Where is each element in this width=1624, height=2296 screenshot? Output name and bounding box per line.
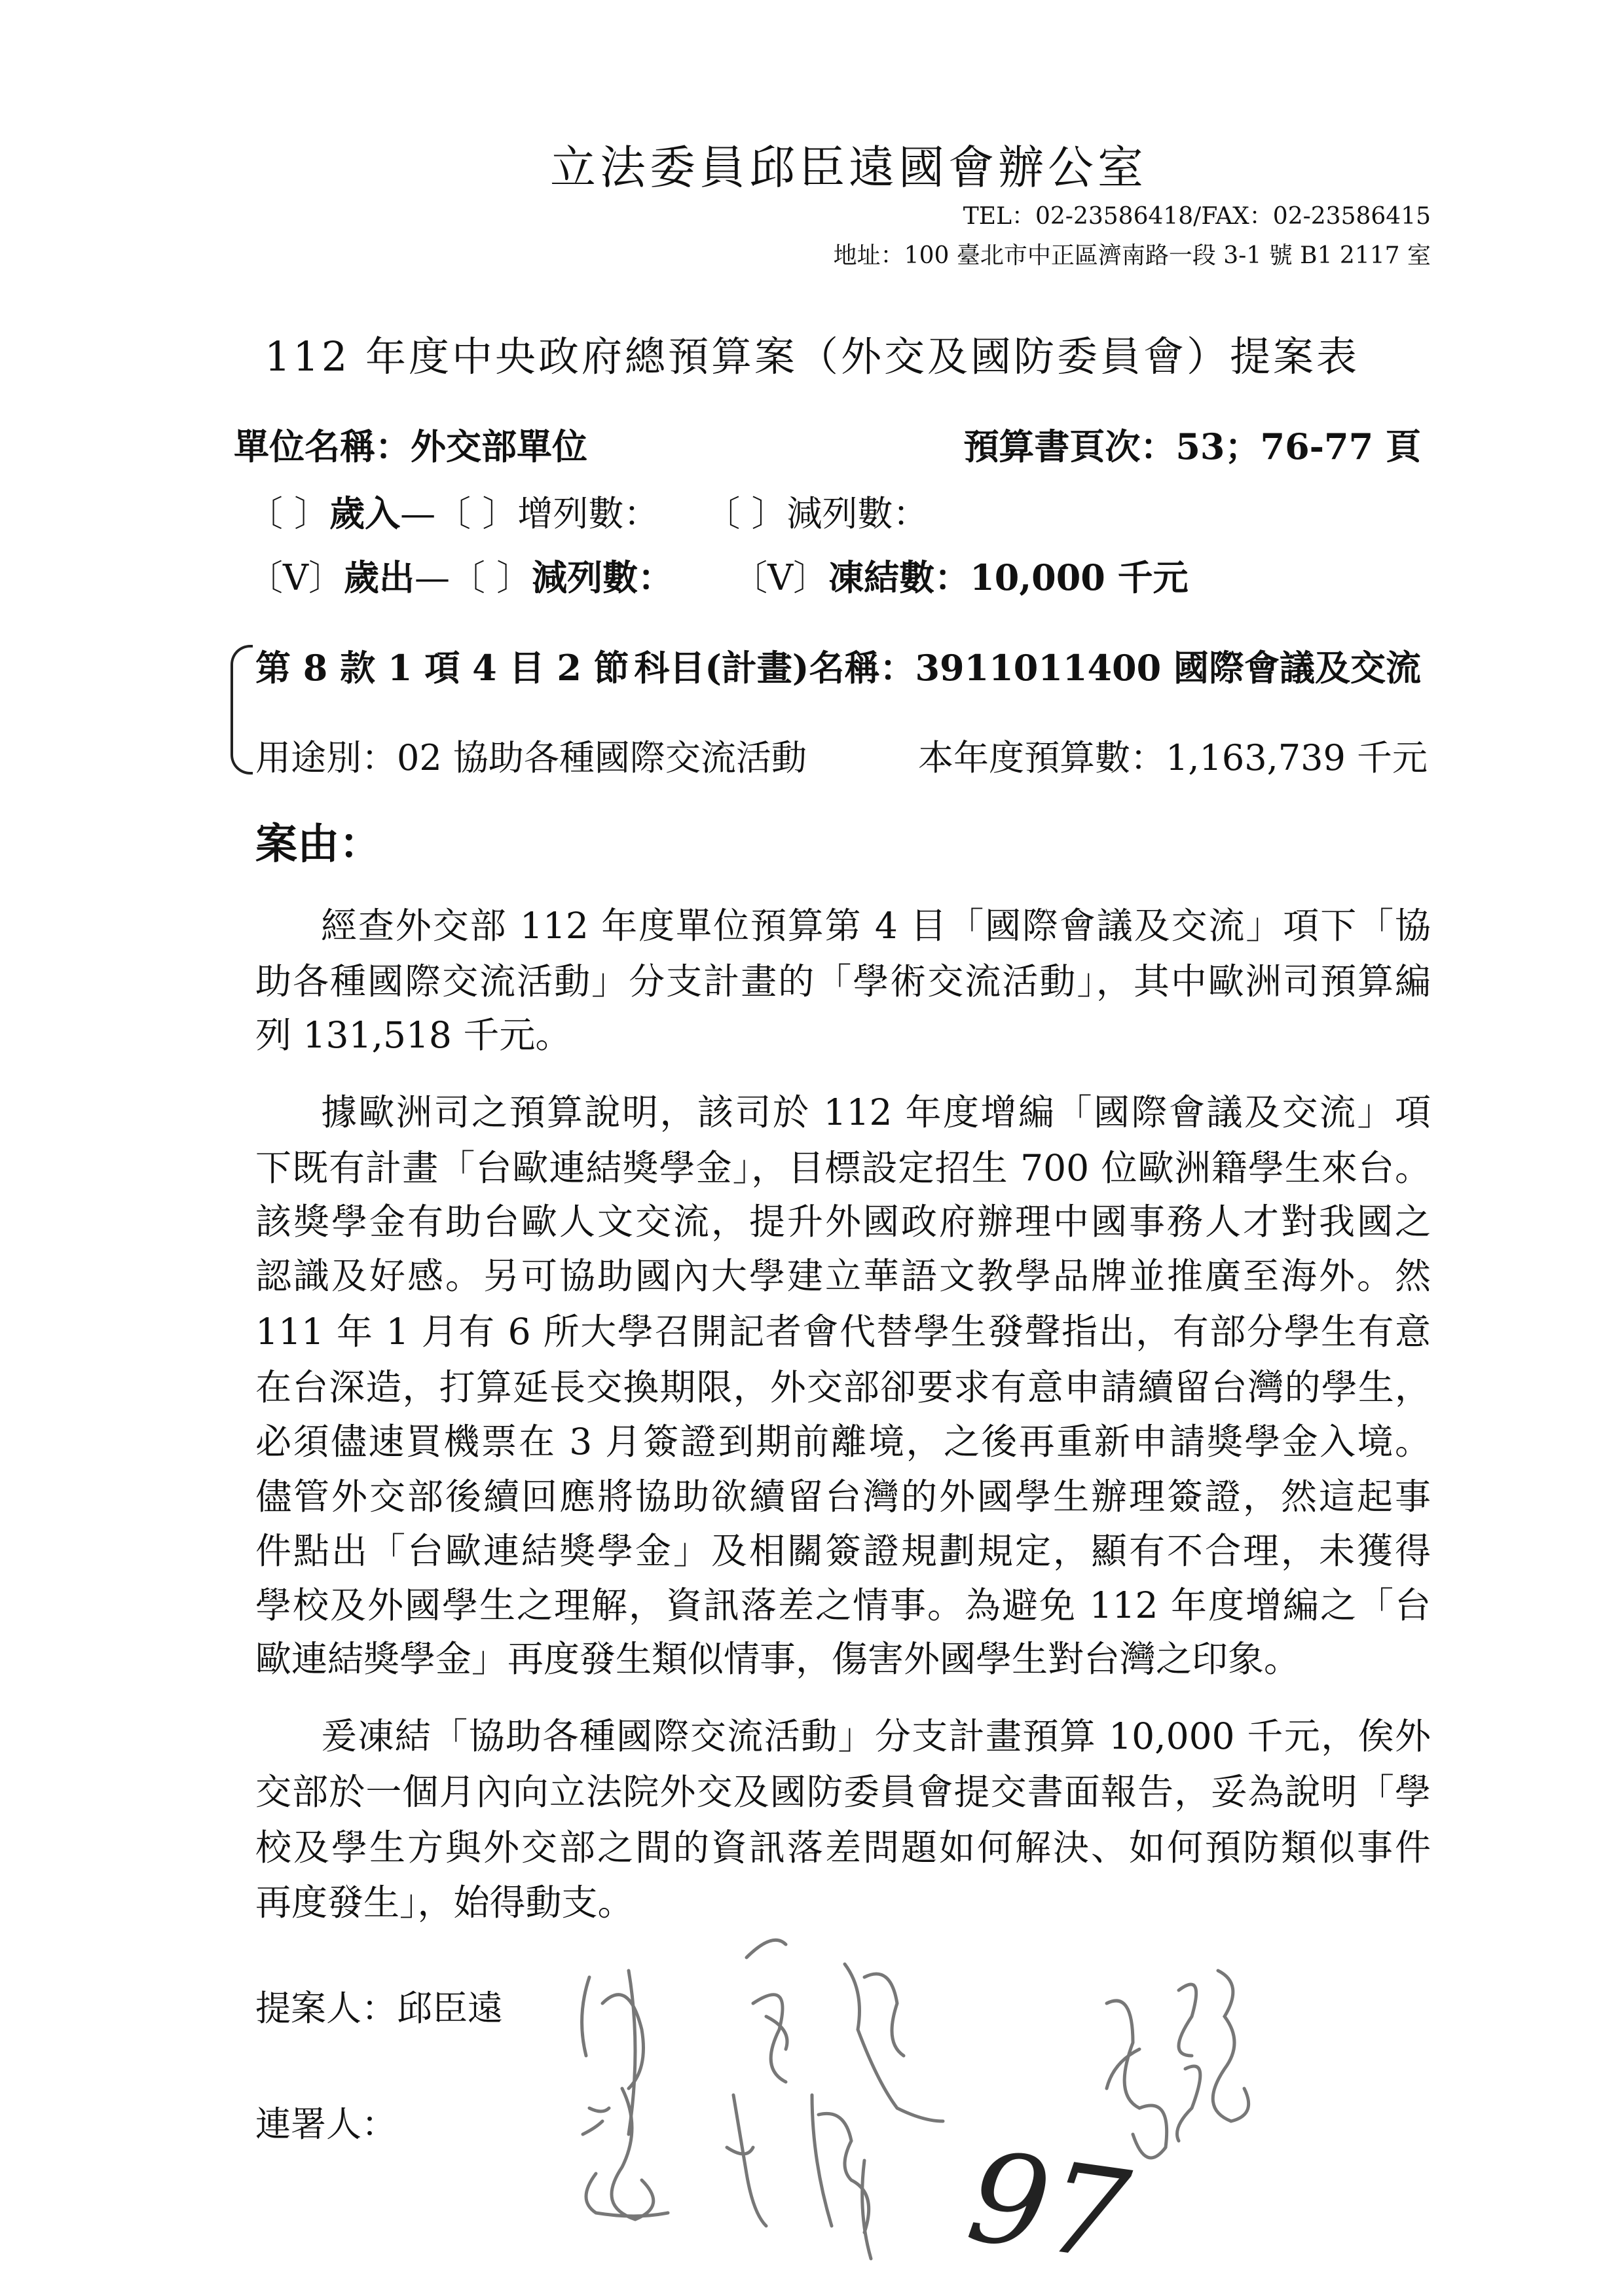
revenue-checkbox: 〔 〕 [248,493,330,534]
cosigners-label: 連署人： [255,2104,397,2145]
unit-name: 單位名稱：外交部單位 [234,426,587,467]
signature-stroke [1213,1971,1248,2121]
office-address: 地址：100 臺北市中正區濟南路一段 3-1 號 B1 2117 室 [833,242,1431,269]
revenue-label: 歲入 [329,492,401,534]
paragraph-line: 校及學生方與外交部之間的資訊落差問題如何解決、如何預防類似事件 [255,1827,1431,1868]
paragraph-line: 111 年 1 月有 6 所大學召開記者會代替學生發聲指出，有部分學生有意 [255,1311,1431,1353]
dash: — [400,493,436,534]
signature-stroke [812,2095,871,2259]
paragraph-line: 在台深造，打算延長交換期限，外交部卻要求有意申請續留台灣的學生， [255,1366,1431,1408]
paragraph-line: 列 131,518 千元。 [255,1014,572,1056]
paragraph-line: 學校及外國學生之理解，資訊落差之情事。為避免 112 年度增編之「台 [255,1584,1431,1626]
paragraph-line: 認識及好感。另可協助國內大學建立華語文教學品牌並推廣至海外。然 [255,1255,1431,1297]
decrease-label: 減列數： [532,556,674,598]
paragraph-line: 爰凍結「協助各種國際交流活動」分支計畫預算 10,000 千元，俟外 [321,1715,1431,1757]
signature-stroke [727,2095,766,2226]
signature-stroke [1107,2001,1167,2158]
expense-label: 歲出 [344,556,415,598]
freeze-checkbox: 〔V〕 [732,557,829,598]
handwritten-page-mark: 97 [959,2124,1137,2289]
expense-checkbox: 〔V〕 [248,557,344,598]
reason-label: 案由： [255,820,381,869]
paragraph-line: 該獎學金有助台歐人文交流，提升外國政府辦理中國事務人才對我國之 [255,1201,1431,1243]
signature-stroke [747,1940,787,2082]
paragraph-line: 再度發生」，始得動支。 [255,1882,634,1923]
decrease-checkbox: 〔 〕 [705,493,787,534]
office-name: 立法委員邱臣遠國會辦公室 [550,141,1147,194]
item-subject: 科目(計畫)名稱：3911011400 國際會議及交流 [634,647,1421,689]
paragraph-line: 據歐洲司之預算說明，該司於 112 年度增編「國際會議及交流」項 [321,1091,1431,1133]
signature-stroke [583,2088,668,2219]
decrease-checkbox: 〔 〕 [450,557,532,598]
proposer: 提案人：邱臣遠 [255,1988,503,2029]
freeze-amount: 凍結數：10,000 千元 [828,556,1189,598]
paragraph-line: 下既有計畫「台歐連結獎學金」，目標設定招生 700 位歐洲籍學生來台。 [255,1147,1431,1189]
signature-stroke [1177,1984,1200,2141]
paragraph-line: 必須儘速買機票在 3 月簽證到期前離境，之後再重新申請獎學金入境。 [255,1421,1431,1463]
paragraph-line: 經查外交部 112 年度單位預算第 4 目「國際會議及交流」項下「協 [321,905,1431,947]
paragraph-line: 助各種國際交流活動」分支計畫的「學術交流活動」，其中歐洲司預算編 [255,960,1431,1002]
item-purpose: 用途別：02 協助各種國際交流活動 [255,737,807,778]
contact-phone-fax: TEL：02-23586418/FAX：02-23586415 [963,203,1431,230]
paragraph-line: 交部於一個月內向立法院外交及國防委員會提交書面報告，妥為說明「學 [255,1771,1431,1813]
signature-stroke [845,1964,943,2121]
paragraph-line: 件點出「台歐連結獎學金」及相關簽證規劃規定，顯有不合理，未獲得 [255,1530,1431,1572]
increase-checkbox: 〔 〕 [435,493,518,534]
item-budget: 本年度預算數：1,163,739 千元 [918,737,1428,778]
budget-pages: 預算書頁次：53；76-77 頁 [963,426,1421,467]
item-section: 第 8 款 1 項 4 目 2 節 [255,647,629,689]
document-title: 112 年度中央政府總預算案（外交及國防委員會）提案表 [264,333,1360,380]
increase-label: 增列數： [517,493,659,534]
paragraph-line: 儘管外交部後續回應將協助欲續留台灣的外國學生辦理簽證，然這起事 [255,1476,1431,1518]
dash: — [415,557,450,598]
paragraph-line: 歐連結獎學金」再度發生類似情事，傷害外國學生對台灣之印象。 [255,1638,1301,1680]
decrease-label: 減列數： [786,493,929,534]
